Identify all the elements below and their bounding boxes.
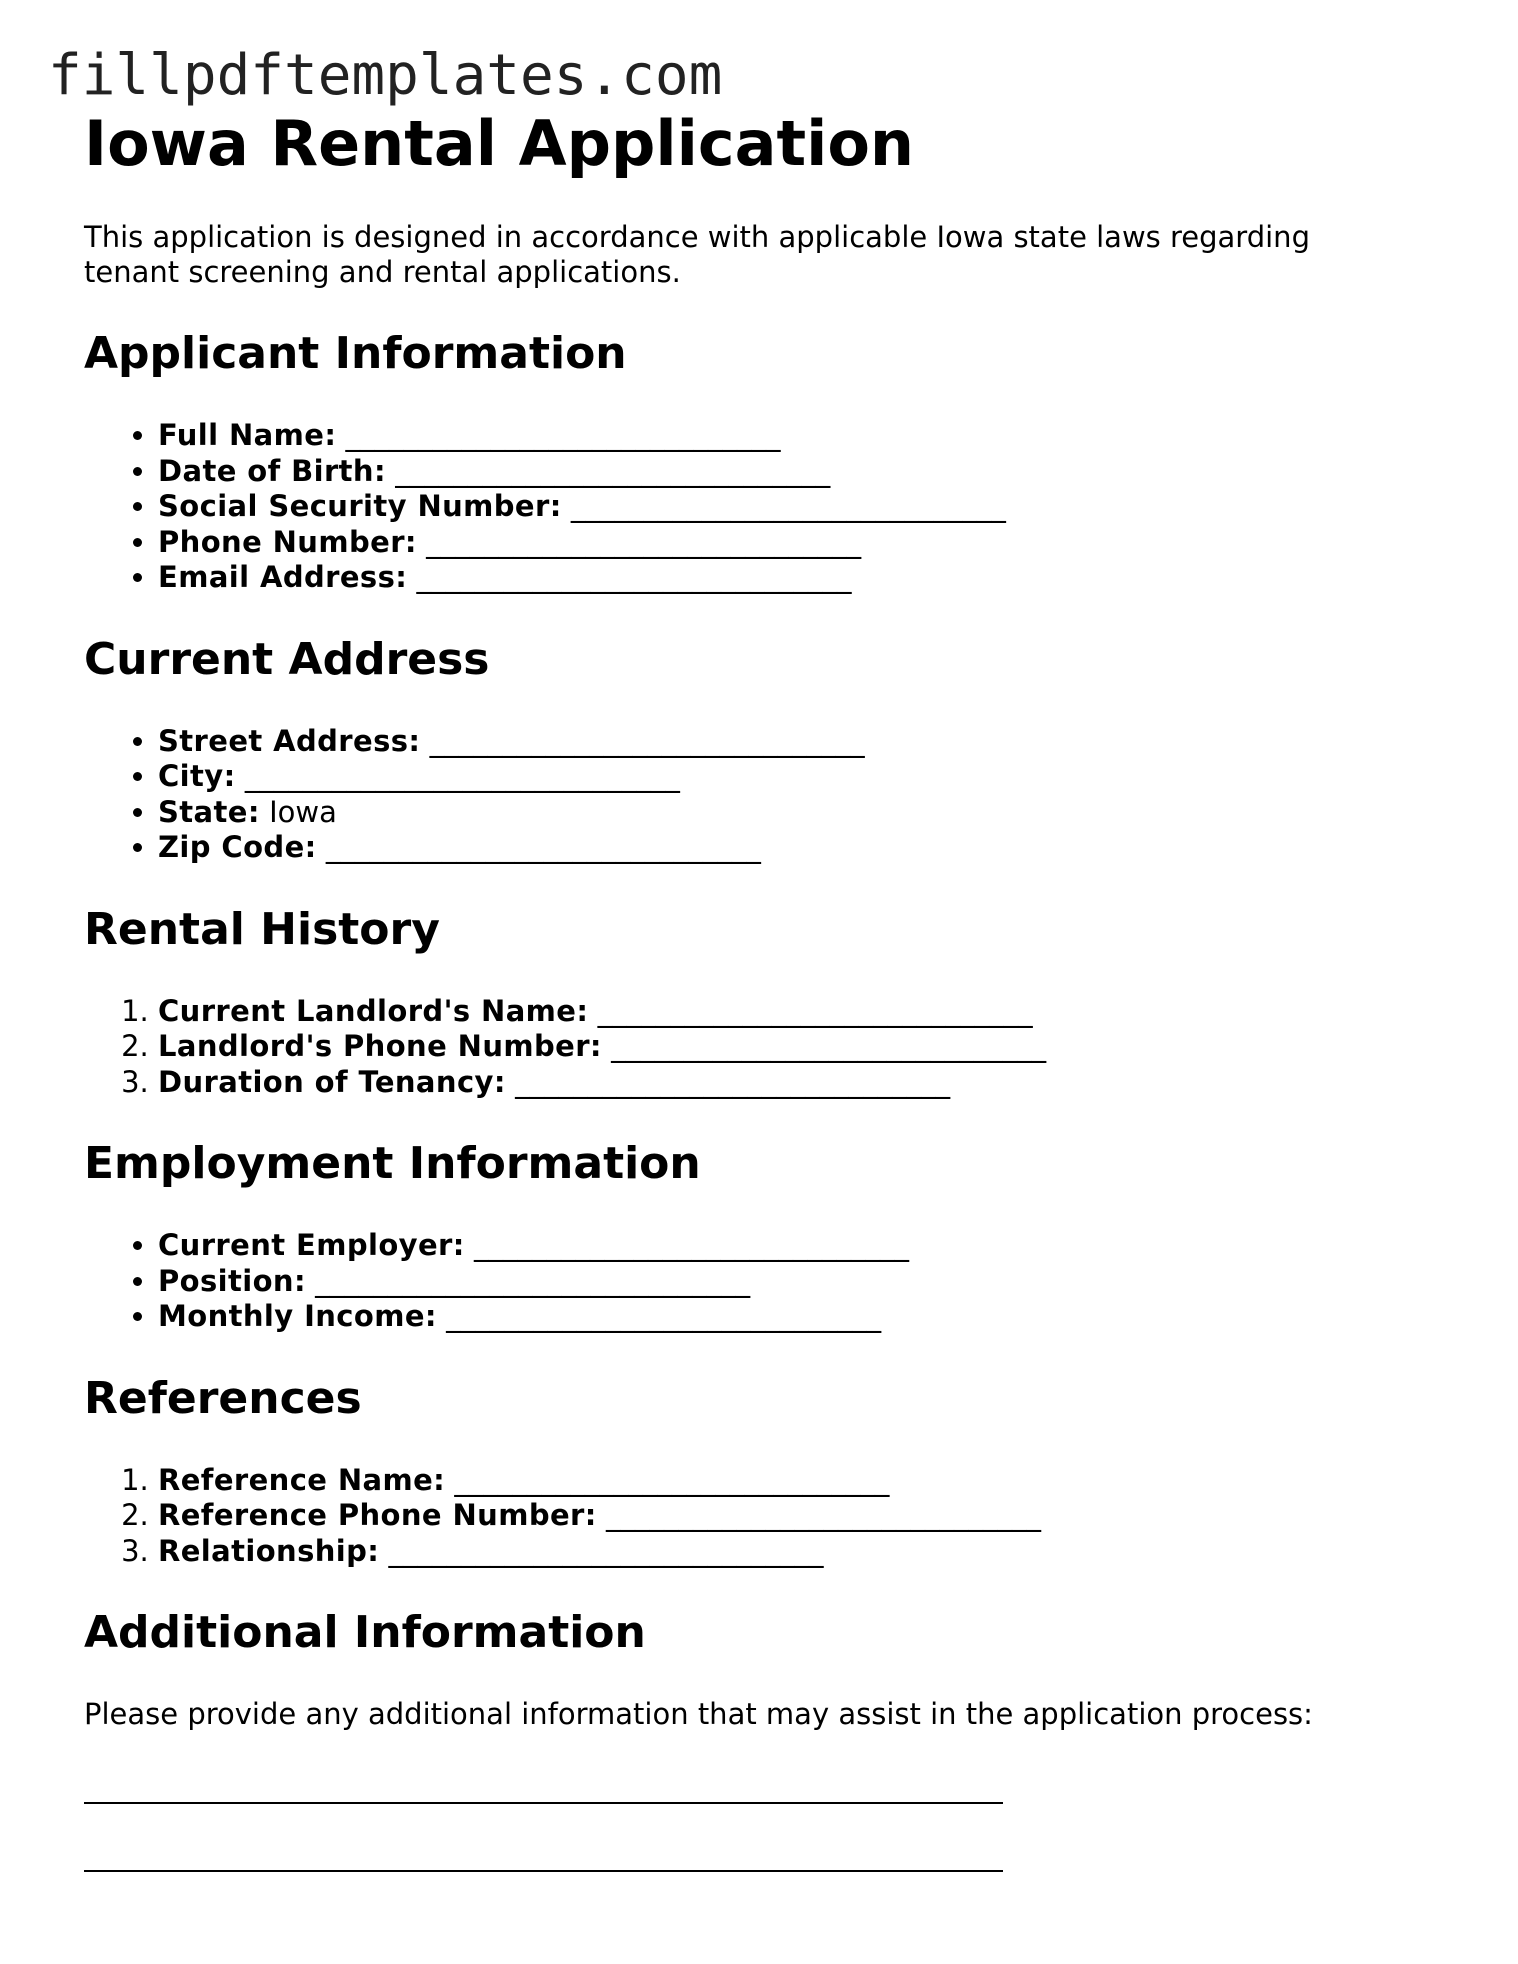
phone-number-field (158, 525, 1464, 561)
monthly-income-label: Monthly Income: (158, 1299, 437, 1333)
date-of-birth-field (158, 454, 1464, 490)
reference-phone-blank[interactable]: ______________________________ (605, 1498, 1041, 1532)
current-address-heading: Current Address (84, 633, 490, 685)
intro-paragraph: This application is designed in accordance with applicable Iowa state laws regarding tenant screening and rental applications. (84, 220, 1310, 289)
position-label: Position: (158, 1263, 306, 1298)
street-address-blank[interactable]: ______________________________ (429, 723, 865, 758)
email-address-blank[interactable]: ______________________________ (416, 560, 852, 594)
reference-name-blank[interactable]: ______________________________ (454, 1462, 890, 1497)
document-title: Iowa Rental Application (84, 107, 915, 180)
tenancy-duration-blank[interactable]: ______________________________ (515, 1064, 951, 1099)
zip-code-blank[interactable]: ______________________________ (325, 830, 761, 864)
position-blank[interactable]: ______________________________ (315, 1263, 751, 1298)
state-value: Iowa (269, 794, 337, 829)
ssn-blank[interactable]: ______________________________ (570, 489, 1006, 523)
additional-info-line-1[interactable] (84, 1802, 1003, 1804)
site-watermark: fillpdftemplates.com (48, 43, 723, 108)
state-label: State: (158, 794, 260, 829)
full-name-label: Full Name: (158, 418, 337, 452)
tenancy-duration-label: Duration of Tenancy: (158, 1064, 506, 1099)
full-name-field (158, 418, 1464, 454)
landlord-phone-field (158, 1029, 1464, 1065)
street-address-label: Street Address: (158, 723, 421, 758)
employment-fields-list (84, 1228, 1464, 1335)
monthly-income-field (158, 1299, 1464, 1335)
street-address-field (158, 724, 1464, 760)
city-blank[interactable]: ______________________________ (244, 759, 680, 793)
applicant-fields-list (84, 418, 1464, 596)
zip-code-label: Zip Code: (158, 830, 317, 864)
rental-history-heading: Rental History (84, 903, 440, 955)
references-heading: References (84, 1372, 362, 1424)
rental-application-document (84, 108, 1464, 1872)
address-fields-list (84, 724, 1464, 866)
additional-information-prompt: Please provide any additional information that may assist in the application process: (84, 1697, 1313, 1731)
date-of-birth-label: Date of Birth: (158, 453, 386, 488)
additional-info-line-2[interactable] (84, 1870, 1003, 1872)
landlord-phone-label: Landlord's Phone Number: (158, 1029, 602, 1063)
phone-number-blank[interactable]: ______________________________ (426, 524, 862, 559)
position-field (158, 1264, 1464, 1300)
relationship-field (158, 1534, 1464, 1570)
state-field (158, 795, 1464, 831)
additional-information-heading: Additional Information (84, 1607, 646, 1658)
date-of-birth-blank[interactable]: ______________________________ (395, 453, 831, 488)
current-employer-blank[interactable]: ______________________________ (473, 1228, 909, 1262)
reference-name-label: Reference Name: (158, 1462, 446, 1497)
phone-number-label: Phone Number: (158, 524, 417, 559)
current-employer-field (158, 1228, 1464, 1264)
rental-history-list (84, 994, 1464, 1101)
zip-code-field (158, 830, 1464, 866)
landlord-name-label: Current Landlord's Name: (158, 993, 589, 1028)
landlord-phone-blank[interactable]: ______________________________ (611, 1029, 1047, 1063)
references-list (84, 1463, 1464, 1570)
tenancy-duration-field (158, 1065, 1464, 1101)
relationship-blank[interactable]: ______________________________ (388, 1533, 824, 1568)
ssn-field (158, 489, 1464, 525)
applicant-information-heading: Applicant Information (84, 328, 627, 379)
full-name-blank[interactable]: ______________________________ (345, 418, 781, 452)
employment-information-heading: Employment Information (84, 1138, 701, 1189)
reference-phone-field (158, 1498, 1464, 1534)
email-address-label: Email Address: (158, 560, 408, 594)
city-field (158, 759, 1464, 795)
monthly-income-blank[interactable]: ______________________________ (446, 1299, 882, 1333)
relationship-label: Relationship: (158, 1533, 380, 1568)
current-employer-label: Current Employer: (158, 1228, 465, 1262)
landlord-name-field (158, 994, 1464, 1030)
email-address-field (158, 560, 1464, 596)
reference-phone-label: Reference Phone Number: (158, 1498, 597, 1532)
ssn-label: Social Security Number: (158, 489, 562, 523)
landlord-name-blank[interactable]: ______________________________ (597, 993, 1033, 1028)
reference-name-field (158, 1463, 1464, 1499)
city-label: City: (158, 759, 236, 793)
